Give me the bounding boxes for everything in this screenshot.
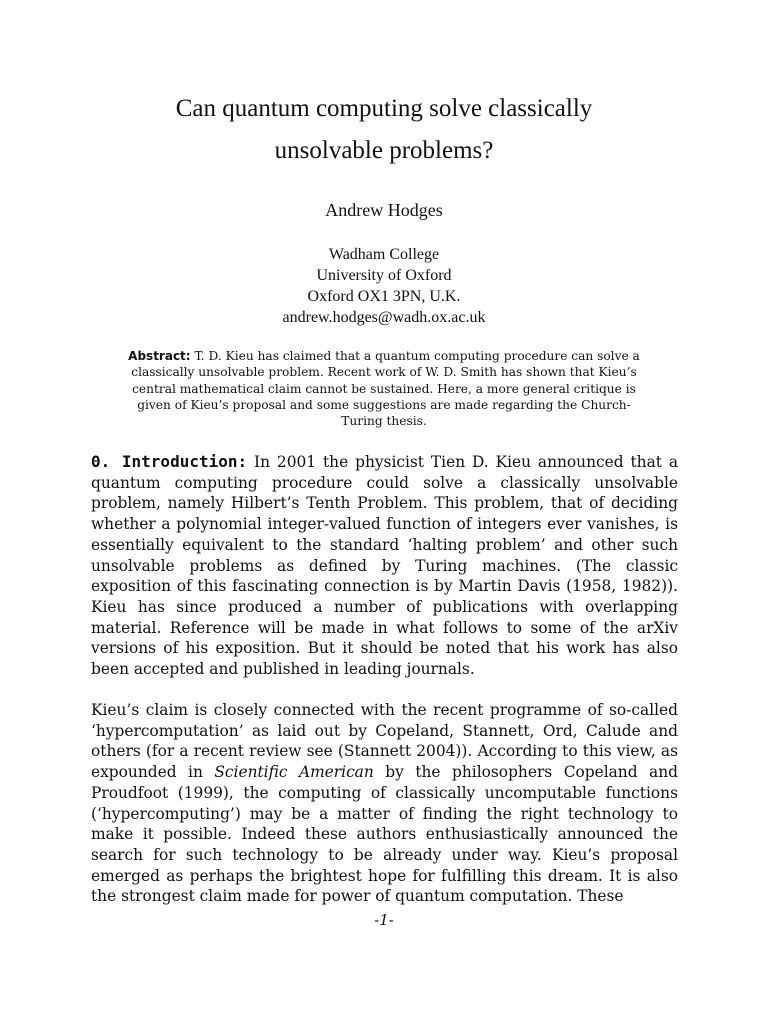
author-email: andrew.hodges@wadh.ox.ac.uk — [282, 309, 486, 326]
page-number: -1- — [374, 911, 394, 929]
title-line-1: Can quantum computing solve classically — [175, 95, 593, 122]
abstract-text: T. D. Kieu has claimed that a quantum computing procedure can solve a classically unsolvable problem. Recent work of W. D. Smith has shown that Kieu’s central mathematical claim cannot be sustained. Here, a more general critique is given of Kieu’s proposal and some suggestions are made regarding the Church-Turing thesis. — [131, 349, 640, 429]
introduction-heading: 0. Introduction: — [91, 452, 248, 471]
title-line-2: unsolvable problems? — [274, 137, 494, 164]
abstract-label: Abstract: — [128, 349, 191, 363]
paragraph-2-text-b: by the philosophers Copeland and Proudfoot (1999), the computing of classically uncomputable functions (‘hypercomputing’) may be a matter of finding the right technology to make it possible. Indeed these authors enthusiastically announced the search for such technology to be already under way. Kieu’s proposal emerged as perhaps the brightest hope for fulfilling this dream. It is also the strongest claim made for power of quantum computation. These — [91, 763, 678, 906]
affiliation-address: Oxford OX1 3PN, U.K. — [307, 288, 461, 305]
paragraph-2-italic: Scientific American — [214, 763, 374, 782]
affiliation-college: Wadham College — [328, 246, 440, 263]
introduction-paragraph — [91, 452, 678, 680]
abstract — [128, 348, 640, 429]
body-paragraph-2 — [91, 700, 678, 907]
affiliation-university: University of Oxford — [316, 267, 452, 284]
author-name: Andrew Hodges — [325, 200, 443, 220]
affiliation-block — [0, 244, 768, 328]
paragraph-2-text-a: Kieu’s claim is closely connected with the recent programme of so-called ‘hypercomputation’ as laid out by Copeland, Stannett, Ord, Calude and others (for a recent review see (Stannett 2004)). According to this view, as expounded in — [91, 701, 678, 782]
introduction-text: In 2001 the physicist Tien D. Kieu announced that a quantum computing procedure could solve a classically unsolvable problem, namely Hilbert’s Tenth Problem. This problem, that of deciding whether a polynomial integer-valued function of integers ever vanishes, is essentially equivalent to the standard ‘halting problem’ and other such unsolvable problems as defined by Turing machines. (The classic exposition of this fascinating connection is by Martin Davis (1958, 1982)). Kieu has since produced a number of publications with overlapping material. Reference will be made in what follows to some of the arXiv versions of his exposition. But it should be noted that his work has also been accepted and published in leading journals. — [91, 453, 679, 679]
paper-title — [0, 88, 768, 172]
